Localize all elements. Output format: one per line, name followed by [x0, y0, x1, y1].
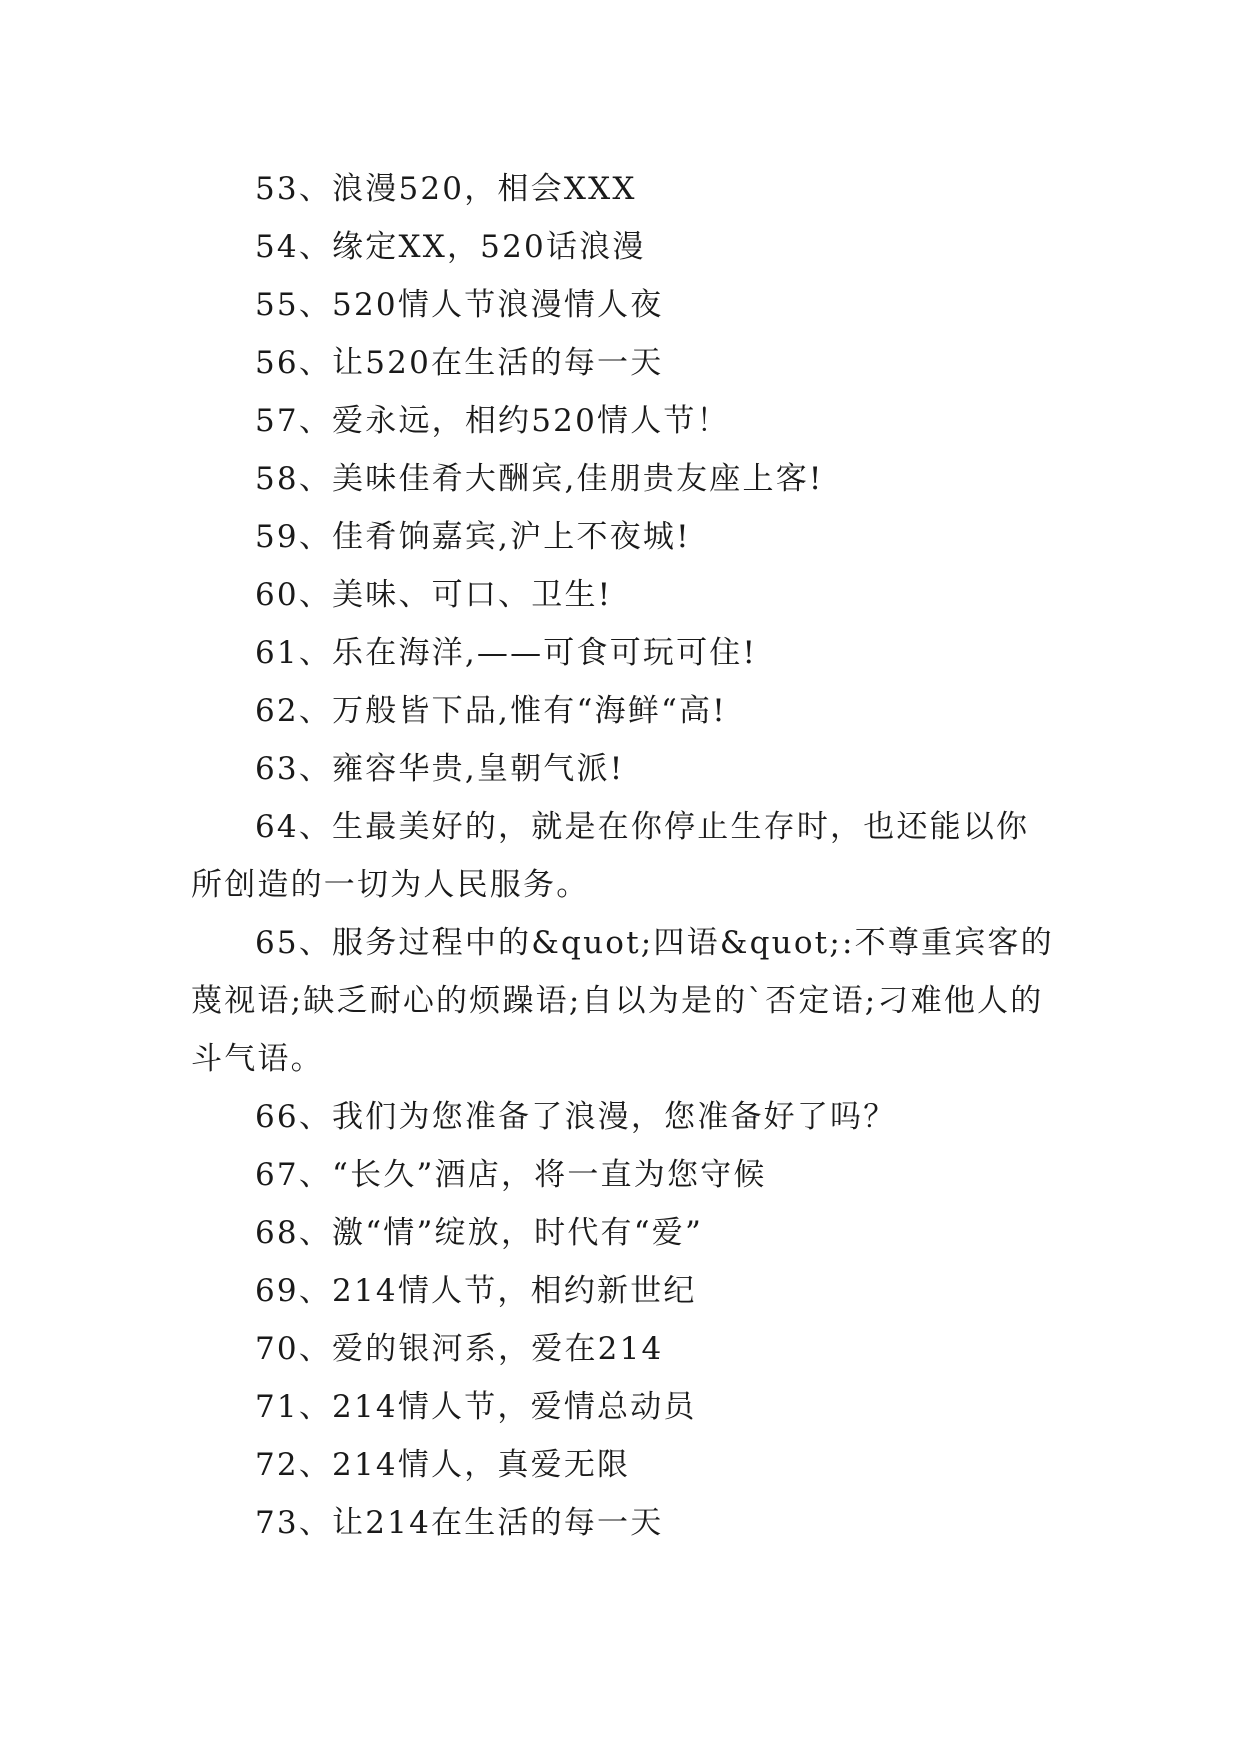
document-body — [191, 160, 1061, 1552]
list-item: 70、爱的银河系，爱在214 — [255, 1331, 664, 1367]
list-item: 64、生最美好的，就是在你停止生存时，也还能以你所创造的一切为人民服务。 — [191, 809, 1030, 903]
list-item: 57、爱永远，相约520情人节！ — [255, 403, 730, 439]
list-item: 72、214情人，真爱无限 — [255, 1447, 631, 1483]
list-item: 68、激“情”绽放，时代有“爱” — [255, 1215, 704, 1251]
list-item: 63、雍容华贵,皇朝气派! — [255, 751, 625, 787]
list-item: 66、我们为您准备了浪漫，您准备好了吗？ — [255, 1099, 897, 1135]
list-item: 60、美味、可口、卫生! — [255, 577, 613, 613]
list-item: 56、让520在生活的每一天 — [255, 345, 664, 381]
list-item: 73、让214在生活的每一天 — [255, 1505, 664, 1541]
list-item: 67、“长久”酒店，将一直为您守候 — [255, 1157, 767, 1193]
list-item: 58、美味佳肴大酬宾,佳朋贵友座上客! — [255, 461, 824, 497]
list-item: 65、服务过程中的&quot;四语&quot;:不尊重宾客的蔑视语;缺乏耐心的烦躁语;自以为是的`否定语;刁难他人的斗气语。 — [191, 925, 1054, 1077]
list-item: 69、214情人节，相约新世纪 — [255, 1273, 697, 1309]
list-item: 55、520情人节浪漫情人夜 — [255, 287, 664, 323]
list-item: 61、乐在海洋,——可食可玩可住! — [255, 635, 758, 671]
list-item: 62、万般皆下品,惟有“海鲜“高! — [255, 693, 727, 729]
list-item: 59、佳肴饷嘉宾,沪上不夜城! — [255, 519, 691, 555]
list-item: 53、浪漫520，相会XXX — [255, 171, 637, 207]
list-item: 54、缘定XX，520话浪漫 — [255, 229, 646, 265]
list-item: 71、214情人节，爱情总动员 — [255, 1389, 697, 1425]
